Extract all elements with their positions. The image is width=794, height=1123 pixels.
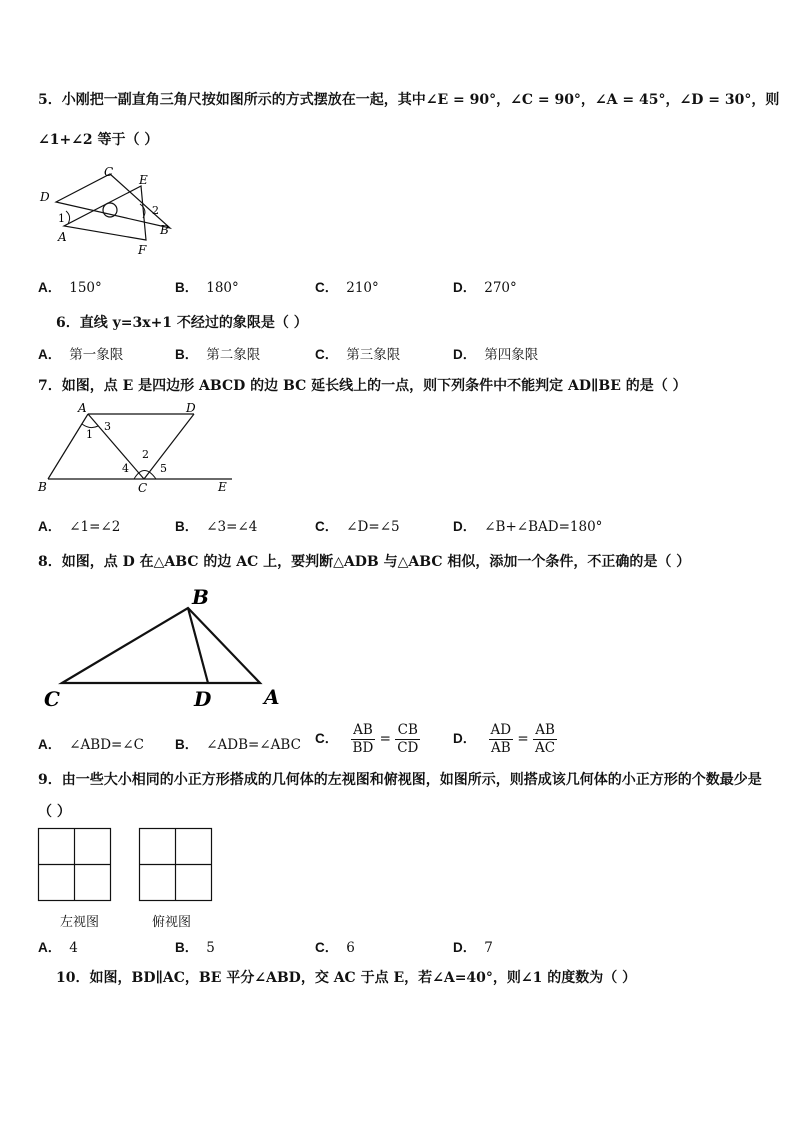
- q9-option-c[interactable]: C． 6: [315, 940, 355, 956]
- q6-option-d[interactable]: D． 第四象限: [453, 347, 539, 363]
- q5-figure: [36, 166, 206, 261]
- q7-label-1: 1: [86, 428, 93, 441]
- q5-label-F: F: [138, 243, 147, 257]
- q5-label-1: 1: [58, 212, 65, 225]
- q5-label-E: E: [139, 173, 148, 187]
- q5-label-2: 2: [152, 204, 159, 217]
- q8-label-D: D: [194, 687, 212, 711]
- q5-option-a[interactable]: A． 150°: [38, 280, 102, 296]
- q5-angle2-arc: [140, 204, 145, 218]
- q7-label-5: 5: [160, 462, 167, 475]
- q7-option-a[interactable]: A． ∠1=∠2: [38, 519, 121, 535]
- q7-label-E: E: [218, 480, 227, 494]
- q7-option-d[interactable]: D． ∠B+∠BAD=180°: [453, 519, 603, 535]
- q5-option-d[interactable]: D． 270°: [453, 280, 517, 296]
- q5-label-B: B: [160, 223, 169, 237]
- q10-stem: 10．如图，BD∥AC，BE 平分∠ABD，交 AC 于点 E，若∠A=40°，则∠1 的度数为（ ）: [56, 970, 637, 986]
- q7-label-A: A: [78, 401, 87, 415]
- q9-left-view-caption: 左视图: [60, 914, 100, 929]
- q8-label-B: B: [192, 585, 209, 609]
- q5-label-C: C: [104, 165, 114, 179]
- q9-option-b[interactable]: B． 5: [175, 940, 215, 956]
- q7-label-2: 2: [142, 448, 149, 461]
- q6-option-a[interactable]: A． 第一象限: [38, 347, 124, 363]
- q8c-fraction-left: $\frac{AB}{BD}$: [352, 722, 374, 756]
- q5-label-D: D: [40, 190, 50, 204]
- q8c-equals: =: [379, 731, 391, 747]
- q6-option-b[interactable]: B． 第二象限: [175, 347, 261, 363]
- q5-option-b[interactable]: B． 180°: [175, 280, 239, 296]
- q6-option-c[interactable]: C． 第三象限: [315, 347, 401, 363]
- q5-stem: 5．小刚把一副直角三角尺按如图所示的方式摆放在一起，其中∠E = 90°，∠C = 90°，∠A = 45°，∠D = 30°，则: [38, 92, 780, 108]
- q9-stem-cont: （ ）: [38, 804, 71, 820]
- q9-top-view-caption: 俯视图: [152, 914, 192, 929]
- q9-option-a[interactable]: A． 4: [38, 940, 78, 956]
- q8d-fraction-left: $\frac{AD}{AB}$: [490, 722, 512, 756]
- q7-side-ab: [48, 414, 88, 479]
- q7-label-3: 3: [104, 420, 111, 433]
- q8-stem: 8．如图，点 D 在△ABC 的边 AC 上，要判断△ADB 与△ABC 相似，添加一个条件，不正确的是（ ）: [38, 554, 691, 570]
- q5-angle1-arc: [66, 211, 70, 224]
- q5-stem-cont: ∠1+∠2 等于（ ）: [38, 132, 159, 148]
- q7-figure: [34, 400, 244, 495]
- q8d-equals: =: [517, 731, 529, 747]
- q7-stem: 7．如图，点 E 是四边形 ABCD 的边 BC 延长线上的一点，则下列条件中不能判定 AD∥BE 的是（ ）: [38, 378, 687, 394]
- q6-stem: 6．直线 y=3x+1 不经过的象限是（ ）: [56, 315, 308, 331]
- q7-option-c[interactable]: C． ∠D=∠5: [315, 519, 400, 535]
- q7-diagonal-ac: [88, 414, 144, 479]
- q9-left-view: [38, 828, 112, 902]
- q8-option-b[interactable]: B． ∠ADB=∠ABC: [175, 737, 301, 753]
- q9-top-view: [139, 828, 213, 902]
- q8-option-a[interactable]: A． ∠ABD=∠C: [38, 737, 145, 753]
- q5-option-c[interactable]: C． 210°: [315, 280, 379, 296]
- q8-triangle-abc: [62, 608, 260, 683]
- q8-label-A: A: [264, 685, 280, 709]
- q8-figure: [38, 584, 298, 714]
- q7-label-C: C: [138, 481, 148, 495]
- q7-label-D: D: [186, 401, 196, 415]
- q7-label-B: B: [38, 480, 47, 494]
- q7-side-dc: [144, 414, 194, 479]
- q8-option-d[interactable]: D． $\frac{AD}{AB}$ = $\frac{AB}{AC}$: [453, 722, 556, 756]
- q8-label-C: C: [44, 687, 60, 711]
- q8d-fraction-right: $\frac{AB}{AC}$: [535, 722, 556, 756]
- q8-option-c[interactable]: C． $\frac{AB}{BD}$ = $\frac{CB}{CD}$: [315, 722, 419, 756]
- q8c-fraction-right: $\frac{CB}{CD}$: [397, 722, 419, 756]
- q7-option-b[interactable]: B． ∠3=∠4: [175, 519, 258, 535]
- q9-stem: 9．由一些大小相同的小正方形搭成的几何体的左视图和俯视图，如图所示，则搭成该几何体的小正方形的个数最少是: [38, 772, 762, 788]
- q9-option-d[interactable]: D． 7: [453, 940, 493, 956]
- q7-label-4: 4: [122, 462, 129, 475]
- q5-label-A: A: [58, 230, 67, 244]
